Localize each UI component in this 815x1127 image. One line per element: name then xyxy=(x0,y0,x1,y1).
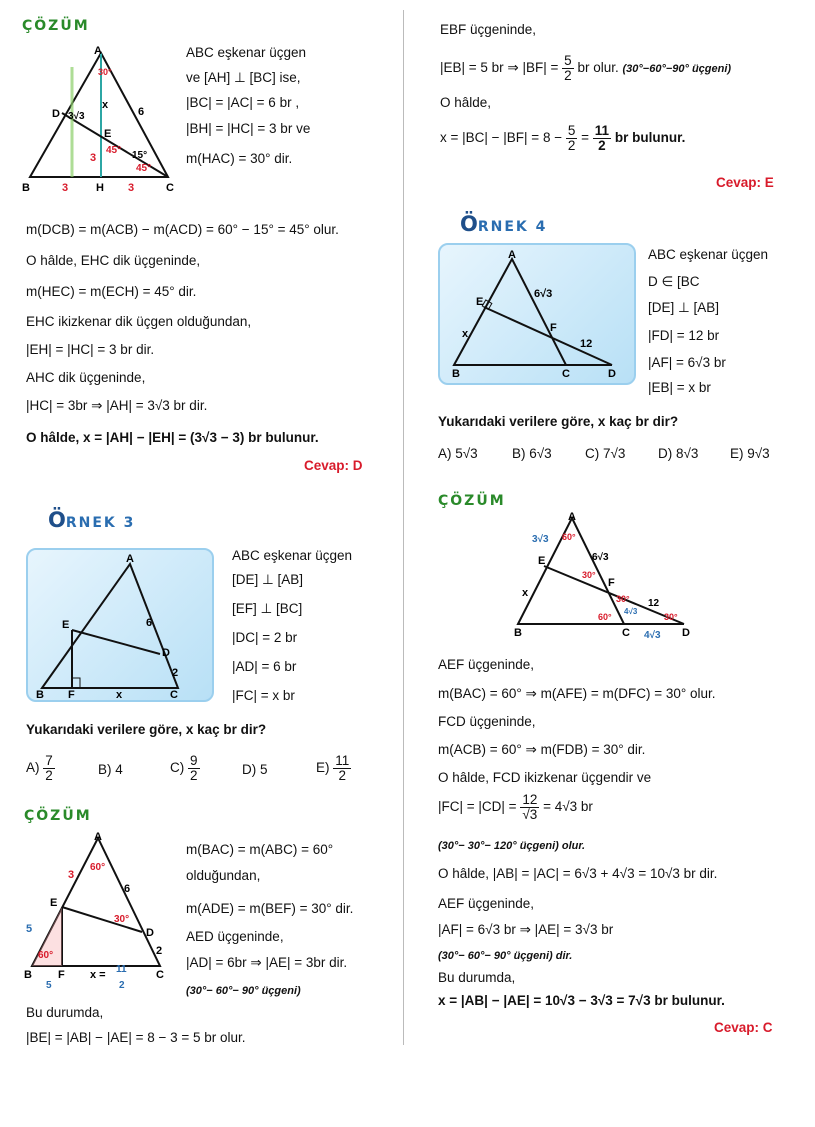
given-line: [DE] ⊥ [AB] xyxy=(232,572,304,587)
svg-text:B: B xyxy=(514,627,522,639)
svg-text:x: x xyxy=(462,328,469,340)
svg-text:A: A xyxy=(94,832,102,843)
solution-line: Bu durumda, xyxy=(26,1005,104,1020)
given-line: [EF] ⊥ [BC] xyxy=(232,601,303,616)
solution-note: (30°− 30°− 120° üçgeni) olur. xyxy=(438,840,586,852)
svg-text:H: H xyxy=(96,182,104,193)
figure-triangle-cozum3 xyxy=(22,832,182,992)
answer-label: Cevap: C xyxy=(714,1020,773,1035)
svg-text:5: 5 xyxy=(46,980,52,991)
solution-line: m(HEC) = m(ECH) = 45° dir. xyxy=(26,284,197,299)
svg-text:45°: 45° xyxy=(136,163,152,174)
svg-text:x: x xyxy=(102,99,109,111)
solution-line: O hâlde, FCD ikizkenar üçgendir ve xyxy=(438,770,652,785)
question-text: Yukarıdaki verilere göre, x kaç br dir? xyxy=(438,414,679,429)
svg-text:5: 5 xyxy=(26,923,33,935)
solution-line: O hâlde, EHC dik üçgeninde, xyxy=(26,253,201,268)
svg-text:60°: 60° xyxy=(598,612,612,622)
svg-text:F: F xyxy=(608,577,615,589)
svg-text:F: F xyxy=(58,969,65,981)
svg-text:30°: 30° xyxy=(616,594,630,604)
given-line: |AD| = 6 br xyxy=(232,659,297,674)
svg-text:C: C xyxy=(166,182,174,193)
given-line: olduğundan, xyxy=(186,868,261,883)
solution-line: EHC ikizkenar dik üçgen olduğundan, xyxy=(26,314,252,329)
svg-text:B: B xyxy=(36,689,44,700)
option-e[interactable]: E) $\frac{11}{2}$ xyxy=(316,753,350,784)
option-b[interactable]: B) 4 xyxy=(98,762,123,777)
svg-text:D: D xyxy=(682,627,690,639)
option-c[interactable]: C) $\frac{9}{2}$ xyxy=(170,753,198,784)
given-line: D ∈ [BC xyxy=(648,274,700,289)
svg-text:F: F xyxy=(550,322,557,334)
svg-text:3: 3 xyxy=(62,182,69,193)
given-line: m(ADE) = m(BEF) = 30° dir. xyxy=(186,901,354,916)
svg-text:E: E xyxy=(62,619,70,631)
cozum-header-4: ÇÖZÜM xyxy=(438,493,506,509)
solution-line: AEF üçgeninde, xyxy=(438,896,535,911)
solution-line: |AF| = 6√3 br ⇒ |AE| = 3√3 br xyxy=(438,922,614,937)
svg-text:6√3: 6√3 xyxy=(592,552,609,563)
figure-triangle-1 xyxy=(22,45,182,193)
svg-text:E: E xyxy=(538,555,546,567)
svg-text:B: B xyxy=(452,368,460,380)
given-note: (30°− 60°− 90° üçgeni) xyxy=(186,985,301,997)
given-line: AED üçgeninde, xyxy=(186,929,284,944)
solution-line: m(BAC) = 60° ⇒ m(AFE) = m(DFC) = 30° olur. xyxy=(438,686,716,701)
svg-text:B: B xyxy=(22,182,30,193)
svg-text:12: 12 xyxy=(580,338,593,350)
given-line: ABC eşkenar üçgen xyxy=(648,247,769,262)
option-e[interactable]: E) 9√3 xyxy=(730,446,770,461)
svg-text:6: 6 xyxy=(138,106,145,118)
solution-line: AHC dik üçgeninde, xyxy=(26,370,146,385)
given-line: |DC| = 2 br xyxy=(232,630,298,645)
given-line: |FD| = 12 br xyxy=(648,328,720,343)
svg-text:60°: 60° xyxy=(562,532,576,542)
given-line: |BC| = |AC| = 6 br , xyxy=(186,95,300,110)
solution-line: O hâlde, xyxy=(440,95,492,110)
svg-text:A: A xyxy=(126,553,134,565)
svg-text:6: 6 xyxy=(124,883,131,895)
given-line: |AF| = 6√3 br xyxy=(648,355,726,370)
cozum-header-3: ÇÖZÜM xyxy=(24,808,92,824)
svg-text:3: 3 xyxy=(68,869,75,881)
option-a[interactable]: A) 5√3 xyxy=(438,446,478,461)
svg-text:D: D xyxy=(146,927,154,939)
option-c[interactable]: C) 7√3 xyxy=(585,446,626,461)
label-A: A xyxy=(94,45,102,57)
column-divider xyxy=(403,10,404,1045)
solution-result: O hâlde, x = |AH| − |EH| = (3√3 − 3) br bulunur. xyxy=(26,430,319,445)
svg-text:4√3: 4√3 xyxy=(624,607,638,616)
answer-label: Cevap: D xyxy=(304,458,363,473)
given-line: ve [AH] ⊥ [BC] ise, xyxy=(186,70,301,85)
svg-text:30°: 30° xyxy=(582,570,596,580)
option-b[interactable]: B) 6√3 xyxy=(512,446,552,461)
given-line: m(HAC) = 30° dir. xyxy=(186,151,293,166)
svg-text:A: A xyxy=(568,512,576,523)
ornek4-title: ÖRNEK 4 xyxy=(460,212,548,236)
svg-text:3: 3 xyxy=(90,152,97,164)
figure-triangle-cozum4 xyxy=(512,512,702,650)
solution-line: FCD üçgeninde, xyxy=(438,714,536,729)
option-a[interactable]: A) $\frac{7}{2}$ xyxy=(26,753,53,784)
given-line: |AD| = 6br ⇒ |AE| = 3br dir. xyxy=(186,955,348,970)
svg-text:15°: 15° xyxy=(132,150,148,161)
svg-text:B: B xyxy=(24,969,32,981)
question-text: Yukarıdaki verilere göre, x kaç br dir? xyxy=(26,722,267,737)
svg-text:30°: 30° xyxy=(114,914,130,925)
svg-text:x: x xyxy=(522,587,529,599)
given-line: m(BAC) = m(ABC) = 60° xyxy=(186,842,334,857)
svg-text:6: 6 xyxy=(146,617,153,629)
svg-text:C: C xyxy=(156,969,164,981)
solution-result: x = |BC| − |BF| = 8 − $\frac{5}{2}$ = $\frac{11}{2}$ br bulunur. xyxy=(440,123,686,154)
solution-line: |EB| = 5 br ⇒ |BF| = $\frac{5}{2}$ br olur. (30°−60°−90° üçgeni) xyxy=(440,53,732,84)
solution-line: m(ACB) = 60° ⇒ m(FDB) = 30° dir. xyxy=(438,742,646,757)
cozum-header-1: ÇÖZÜM xyxy=(22,18,90,34)
svg-text:E: E xyxy=(50,897,58,909)
svg-text:2: 2 xyxy=(156,945,163,957)
given-line: ABC eşkenar üçgen xyxy=(186,45,307,60)
given-line: |FC| = x br xyxy=(232,688,295,703)
svg-text:D: D xyxy=(162,647,170,659)
svg-text:3: 3 xyxy=(128,182,135,193)
svg-text:E: E xyxy=(104,128,112,140)
svg-text:60°: 60° xyxy=(90,862,106,873)
figure-triangle-3 xyxy=(28,550,212,700)
svg-text:45°: 45° xyxy=(106,145,122,156)
svg-text:12: 12 xyxy=(648,598,660,609)
svg-text:A: A xyxy=(508,249,516,261)
solution-line: |HC| = 3br ⇒ |AH| = 3√3 br dir. xyxy=(26,398,208,413)
answer-label: Cevap: E xyxy=(716,175,774,190)
svg-text:3√3: 3√3 xyxy=(68,111,85,122)
svg-text:2: 2 xyxy=(119,980,125,991)
given-line: |BH| = |HC| = 3 br ve xyxy=(186,121,311,136)
svg-text:C: C xyxy=(562,368,570,380)
solution-line: |BE| = |AB| − |AE| = 8 − 3 = 5 br olur. xyxy=(26,1030,246,1045)
svg-text:30°: 30° xyxy=(664,612,678,622)
svg-text:C: C xyxy=(622,627,630,639)
svg-text:11: 11 xyxy=(116,964,127,975)
svg-text:F: F xyxy=(68,689,75,700)
solution-line: O hâlde, |AB| = |AC| = 6√3 + 4√3 = 10√3 br dir. xyxy=(438,866,718,881)
svg-text:2: 2 xyxy=(172,667,179,679)
svg-text:4√3: 4√3 xyxy=(644,630,661,641)
solution-result: x = |AB| − |AE| = 10√3 − 3√3 = 7√3 br bulunur. xyxy=(438,993,725,1008)
svg-text:30°: 30° xyxy=(98,67,112,77)
svg-text:6√3: 6√3 xyxy=(534,288,553,300)
ornek3-title: ÖRNEK 3 xyxy=(48,508,136,532)
svg-text:E: E xyxy=(476,296,484,308)
solution-note: (30°− 60°− 90° üçgeni) dir. xyxy=(438,950,573,962)
svg-text:60°: 60° xyxy=(38,950,54,961)
solution-line: Bu durumda, xyxy=(438,970,516,985)
given-line: |EB| = x br xyxy=(648,380,711,395)
ornek4-figure-panel xyxy=(438,243,636,385)
svg-text:x: x xyxy=(116,689,123,700)
solution-line: m(DCB) = m(ACB) − m(ACD) = 60° − 15° = 45° olur. xyxy=(26,222,339,237)
svg-text:D: D xyxy=(52,108,60,120)
option-d[interactable]: D) 8√3 xyxy=(658,446,699,461)
svg-text:x =: x = xyxy=(90,969,106,981)
svg-text:3√3: 3√3 xyxy=(532,534,549,545)
given-line: [DE] ⊥ [AB] xyxy=(648,300,720,315)
solution-line: EBF üçgeninde, xyxy=(440,22,537,37)
ornek3-figure-panel xyxy=(26,548,214,702)
given-line: ABC eşkenar üçgen xyxy=(232,548,353,563)
solution-line: |FC| = |CD| = $\frac{12}{√3}$ = 4√3 br xyxy=(438,792,593,823)
svg-text:C: C xyxy=(170,689,178,700)
solution-line: |EH| = |HC| = 3 br dir. xyxy=(26,342,155,357)
figure-triangle-4 xyxy=(440,245,634,383)
svg-text:D: D xyxy=(608,368,616,380)
solution-line: AEF üçgeninde, xyxy=(438,657,535,672)
option-d[interactable]: D) 5 xyxy=(242,762,268,777)
